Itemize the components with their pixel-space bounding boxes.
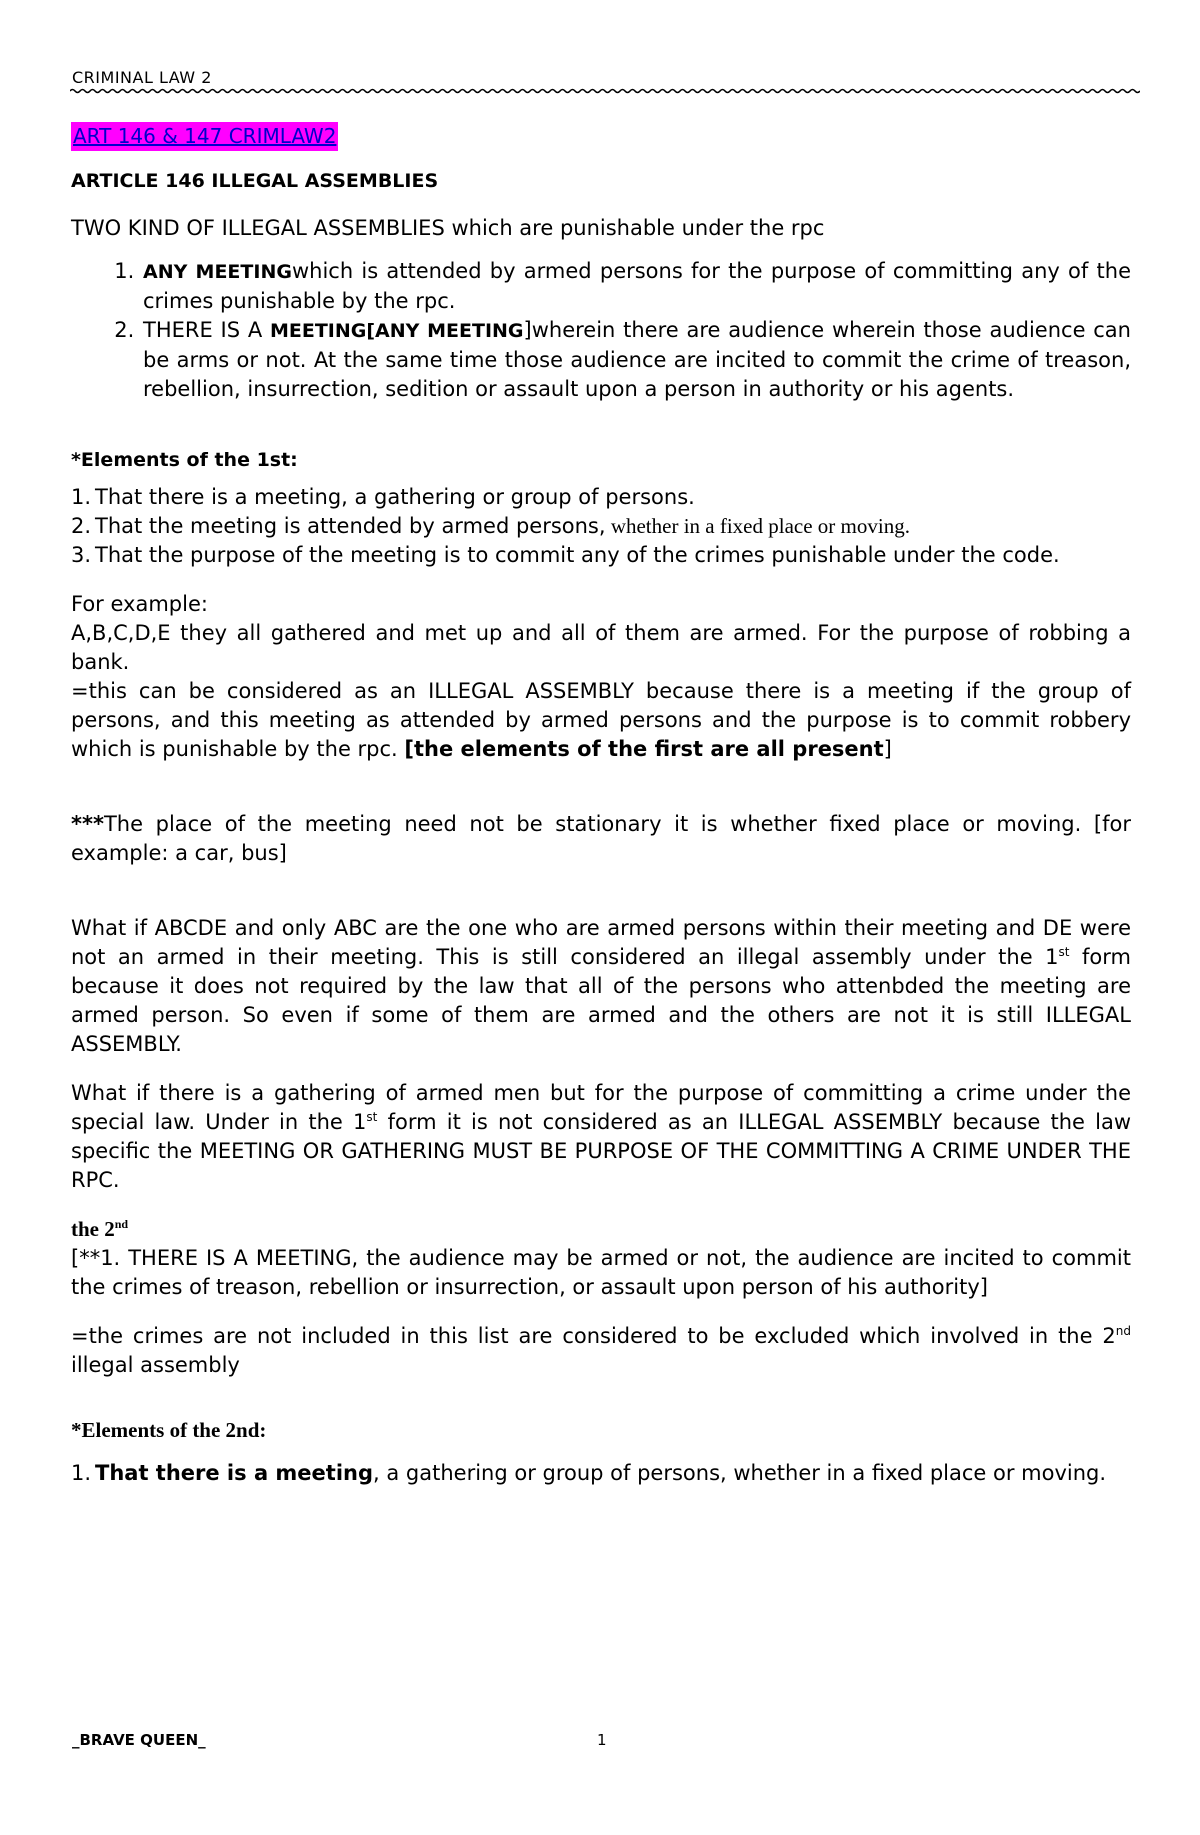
example-line: A,B,C,D,E they all gathered and met up and all of them are armed. For the purpose of robbing a bank. bbox=[71, 621, 1131, 674]
second-form-title: the 2nd bbox=[71, 1217, 129, 1241]
elements-first-heading: *Elements of the 1st: bbox=[71, 449, 298, 471]
paragraph-partial-armed: What if ABCDE and only ABC are the one who are armed persons within their meeting and DE were not an armed in their meeting. This is still considered an illegal assembly under the 1st form because it does not required by the law that all of the persons who attenbded the meeting are armed person. So even if some of them are armed and the others are not it is still ILLEGAL ASSEMBLY. bbox=[71, 916, 1131, 1056]
paragraph-special-law: What if there is a gathering of armed men but for the purpose of committing a crime under the special law. Under in the 1st form it is not considered as an ILLEGAL ASSEMBLY because the law specific the MEETING OR GATHERING MUST BE PURPOSE OF THE COMMITTING A CRIME UNDER THE RPC. bbox=[71, 1081, 1132, 1192]
example-label: For example: bbox=[71, 592, 208, 616]
element-item: 1. That there is a meeting, a gathering or group of persons, whether in a fixed place or moving. bbox=[71, 1461, 1107, 1485]
intro-text: TWO KIND OF ILLEGAL ASSEMBLIES which are punishable under the rpc bbox=[71, 216, 825, 240]
highlighted-tag: ART 146 & 147 CRIMLAW2 bbox=[71, 122, 338, 151]
example-explanation: =this can be considered as an ILLEGAL ASSEMBLY because there is a meeting if the group of persons, and this meeting as attended by armed persons and the purpose is to commit robbery which is punishable by the rpc. [the elements of the first are all present] bbox=[71, 679, 1131, 761]
page-number: 1 bbox=[597, 1731, 607, 1749]
paragraph-exclusion: =the crimes are not included in this list are considered to be excluded which involved in the 2nd illegal assembly bbox=[71, 1324, 1131, 1377]
list-item: 1. ANY MEETINGwhich is attended by armed persons for the purpose of committing any of the crimes punishable by the rpc. bbox=[141, 257, 1131, 316]
document-body bbox=[71, 122, 1131, 1488]
header-title: CRIMINAL LAW 2 bbox=[72, 68, 212, 87]
list-item: 2. THERE IS A MEETING[ANY MEETING]wherein there are audience wherein those audience can be arms or not. At the same time those audience are incited to commit the crime of treason, rebellion, insurrection, sedition or assault upon a person in authority or his agents. bbox=[141, 316, 1131, 404]
second-form-text: [**1. THERE IS A MEETING, the audience may be armed or not, the audience are incited to commit the crimes of treason, rebellion or insurrection, or assault upon person of his authority] bbox=[71, 1246, 1131, 1299]
element-item: 1. That there is a meeting, a gathering or group of persons. bbox=[71, 485, 695, 509]
place-note: ***The place of the meeting need not be stationary it is whether fixed place or moving. [for example: a car, bus] bbox=[71, 812, 1131, 865]
article-heading: ARTICLE 146 ILLEGAL ASSEMBLIES bbox=[71, 170, 439, 192]
element-item: 3. That the purpose of the meeting is to commit any of the crimes punishable under the code. bbox=[71, 543, 1060, 567]
assembly-kinds-list bbox=[71, 257, 1131, 404]
header-rule bbox=[70, 88, 1140, 94]
footer-author: _BRAVE QUEEN_ bbox=[72, 1731, 206, 1749]
elements-second-heading: *Elements of the 2nd: bbox=[71, 1418, 267, 1442]
element-item: 2. That the meeting is attended by armed persons, whether in a fixed place or moving. bbox=[71, 514, 910, 538]
